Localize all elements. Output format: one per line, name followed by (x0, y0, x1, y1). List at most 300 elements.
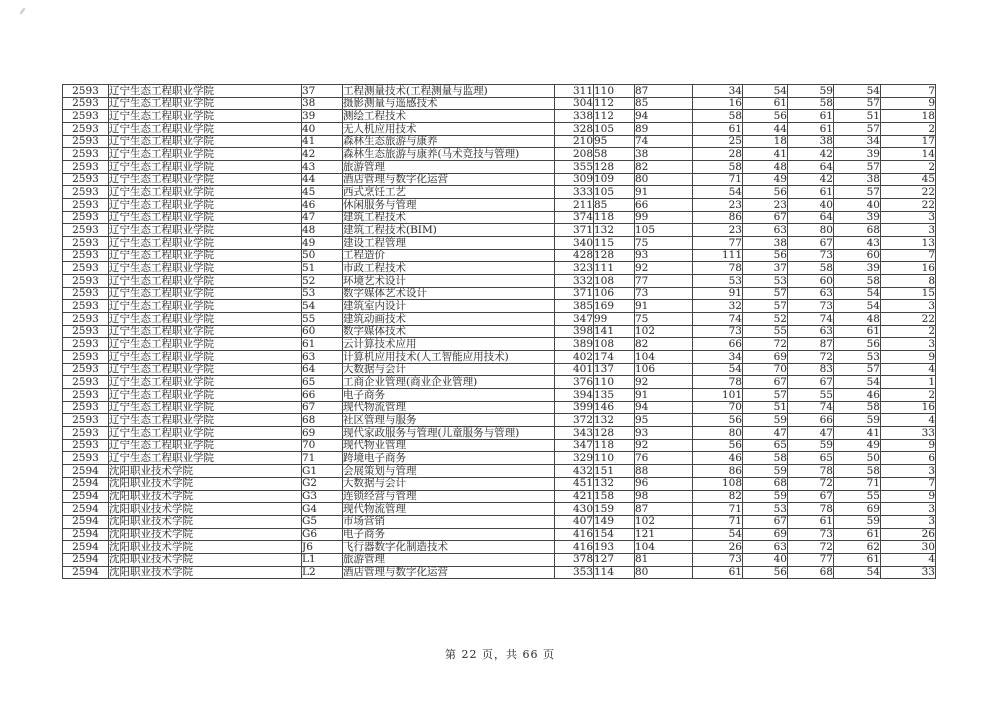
score-cell: 72 (743, 338, 788, 351)
school-name-cell: 辽宁生态工程职业学院 (109, 262, 302, 275)
major-code-cell: 39 (302, 110, 343, 123)
table-row (63, 325, 936, 338)
page-number-footer: 第 22 页，共 66 页 (445, 648, 555, 661)
score-cell: 40 (743, 553, 788, 566)
score-cell: 329 (555, 452, 594, 465)
score-cell: 115 (594, 237, 635, 250)
score-cell: 22 (881, 313, 936, 326)
score-cell: 61 (743, 97, 788, 110)
table-row (63, 389, 936, 402)
major-code-cell: 55 (302, 313, 343, 326)
score-cell: 111 (594, 262, 635, 275)
table-row (63, 427, 936, 440)
table-row (63, 401, 936, 414)
major-name-cell: 电子商务 (343, 528, 555, 541)
score-cell: 26 (693, 541, 743, 554)
major-name-cell: 跨境电子商务 (343, 452, 555, 465)
score-cell: 353 (555, 566, 594, 579)
school-code-cell: 2594 (63, 515, 109, 528)
major-name-cell: 无人机应用技术 (343, 123, 555, 136)
score-cell: 112 (594, 97, 635, 110)
score-cell: 16 (881, 401, 936, 414)
school-code-cell: 2593 (63, 173, 109, 186)
score-cell: 95 (594, 135, 635, 148)
major-name-cell: 休闲服务与管理 (343, 199, 555, 212)
school-name-cell: 辽宁生态工程职业学院 (109, 148, 302, 161)
score-cell: 323 (555, 262, 594, 275)
score-cell: 332 (555, 275, 594, 288)
score-cell: 67 (788, 490, 834, 503)
score-cell: 51 (743, 401, 788, 414)
school-code-cell: 2593 (63, 313, 109, 326)
school-code-cell: 2594 (63, 490, 109, 503)
score-cell: 95 (635, 414, 693, 427)
major-code-cell: G6 (302, 528, 343, 541)
score-cell: 340 (555, 237, 594, 250)
table-row (63, 490, 936, 503)
score-cell: 74 (788, 313, 834, 326)
school-code-cell: 2593 (63, 287, 109, 300)
school-name-cell: 辽宁生态工程职业学院 (109, 401, 302, 414)
major-code-cell: 64 (302, 363, 343, 376)
school-name-cell: 辽宁生态工程职业学院 (109, 300, 302, 313)
score-cell: 22 (881, 186, 936, 199)
school-code-cell: 2593 (63, 401, 109, 414)
score-cell: 18 (881, 110, 936, 123)
table-row (63, 541, 936, 554)
score-cell: 93 (635, 249, 693, 262)
score-cell: 110 (594, 452, 635, 465)
major-name-cell: 现代家政服务与管理(儿童服务与管理) (343, 427, 555, 440)
score-cell: 40 (788, 199, 834, 212)
score-cell: 193 (594, 541, 635, 554)
score-cell: 355 (555, 161, 594, 174)
score-cell: 108 (693, 477, 743, 490)
school-name-cell: 辽宁生态工程职业学院 (109, 186, 302, 199)
score-cell: 57 (834, 186, 881, 199)
score-cell: 13 (881, 237, 936, 250)
score-cell: 34 (693, 85, 743, 98)
score-cell: 22 (881, 199, 936, 212)
school-name-cell: 沈阳职业技术学院 (109, 528, 302, 541)
score-cell: 46 (834, 389, 881, 402)
score-cell: 338 (555, 110, 594, 123)
score-cell: 83 (788, 363, 834, 376)
score-cell: 69 (834, 503, 881, 516)
score-cell: 91 (635, 300, 693, 313)
major-code-cell: 53 (302, 287, 343, 300)
score-cell: 42 (788, 173, 834, 186)
table-row (63, 313, 936, 326)
score-cell: 41 (743, 148, 788, 161)
score-cell: 57 (834, 97, 881, 110)
score-cell: 77 (693, 237, 743, 250)
score-cell: 7 (881, 249, 936, 262)
table-row (63, 186, 936, 199)
score-cell: 347 (555, 439, 594, 452)
score-cell: 68 (834, 224, 881, 237)
score-cell: 304 (555, 97, 594, 110)
score-cell: 78 (693, 376, 743, 389)
major-code-cell: 65 (302, 376, 343, 389)
score-cell: 56 (693, 439, 743, 452)
major-name-cell: 建筑工程技术(BIM) (343, 224, 555, 237)
major-name-cell: 摄影测量与遥感技术 (343, 97, 555, 110)
score-cell: 58 (693, 161, 743, 174)
score-cell: 78 (693, 262, 743, 275)
score-cell: 61 (693, 566, 743, 579)
score-cell: 3 (881, 300, 936, 313)
score-cell: 80 (693, 427, 743, 440)
score-cell: 421 (555, 490, 594, 503)
score-cell: 59 (834, 414, 881, 427)
score-cell: 94 (635, 401, 693, 414)
score-cell: 46 (693, 452, 743, 465)
score-cell: 32 (693, 300, 743, 313)
score-cell: 56 (743, 566, 788, 579)
school-code-cell: 2593 (63, 85, 109, 98)
score-cell: 16 (881, 262, 936, 275)
score-cell: 14 (881, 148, 936, 161)
score-cell: 3 (881, 338, 936, 351)
score-cell: 398 (555, 325, 594, 338)
score-cell: 128 (594, 161, 635, 174)
major-code-cell: 40 (302, 123, 343, 136)
score-cell: 70 (743, 363, 788, 376)
school-code-cell: 2594 (63, 541, 109, 554)
score-cell: 59 (788, 439, 834, 452)
major-code-cell: G2 (302, 477, 343, 490)
major-code-cell: 45 (302, 186, 343, 199)
score-cell: 105 (635, 224, 693, 237)
table-row (63, 173, 936, 186)
major-name-cell: 建设工程管理 (343, 237, 555, 250)
score-cell: 3 (881, 515, 936, 528)
major-name-cell: 市政工程技术 (343, 262, 555, 275)
score-cell: 49 (743, 173, 788, 186)
score-cell: 376 (555, 376, 594, 389)
school-name-cell: 辽宁生态工程职业学院 (109, 199, 302, 212)
score-cell: 67 (788, 376, 834, 389)
table-row (63, 528, 936, 541)
score-cell: 56 (743, 186, 788, 199)
score-cell: 33 (881, 427, 936, 440)
school-name-cell: 辽宁生态工程职业学院 (109, 452, 302, 465)
score-cell: 38 (635, 148, 693, 161)
score-cell: 73 (788, 249, 834, 262)
score-cell: 65 (788, 452, 834, 465)
score-cell: 105 (594, 186, 635, 199)
score-cell: 432 (555, 465, 594, 478)
score-cell: 2 (881, 325, 936, 338)
score-cell: 34 (834, 135, 881, 148)
major-code-cell: 66 (302, 389, 343, 402)
school-code-cell: 2593 (63, 351, 109, 364)
score-cell: 30 (881, 541, 936, 554)
table-row (63, 123, 936, 136)
major-name-cell: 数字媒体艺术设计 (343, 287, 555, 300)
table-row (63, 363, 936, 376)
major-name-cell: 森林生态旅游与康养 (343, 135, 555, 148)
major-code-cell: 38 (302, 97, 343, 110)
score-cell: 96 (635, 477, 693, 490)
score-cell: 89 (635, 123, 693, 136)
score-cell: 407 (555, 515, 594, 528)
major-name-cell: 西式烹饪工艺 (343, 186, 555, 199)
score-cell: 151 (594, 465, 635, 478)
school-code-cell: 2593 (63, 249, 109, 262)
score-cell: 59 (743, 465, 788, 478)
score-cell: 69 (743, 528, 788, 541)
table-row (63, 249, 936, 262)
score-cell: 91 (635, 389, 693, 402)
school-code-cell: 2593 (63, 389, 109, 402)
score-cell: 91 (693, 287, 743, 300)
score-cell: 99 (594, 313, 635, 326)
score-cell: 4 (881, 363, 936, 376)
score-cell: 77 (635, 275, 693, 288)
score-table-body (63, 85, 936, 579)
score-cell: 73 (788, 528, 834, 541)
score-cell: 54 (834, 376, 881, 389)
score-cell: 389 (555, 338, 594, 351)
score-cell: 73 (693, 553, 743, 566)
score-cell: 128 (594, 249, 635, 262)
score-cell: 208 (555, 148, 594, 161)
school-name-cell: 沈阳职业技术学院 (109, 553, 302, 566)
score-cell: 86 (693, 465, 743, 478)
major-code-cell: 49 (302, 237, 343, 250)
score-cell: 59 (788, 85, 834, 98)
score-cell: 81 (635, 553, 693, 566)
score-cell: 48 (834, 313, 881, 326)
school-name-cell: 辽宁生态工程职业学院 (109, 123, 302, 136)
score-cell: 132 (594, 224, 635, 237)
score-cell: 371 (555, 224, 594, 237)
score-cell: 60 (788, 275, 834, 288)
score-cell: 7 (881, 85, 936, 98)
score-cell: 92 (635, 262, 693, 275)
table-row (63, 376, 936, 389)
score-cell: 61 (788, 110, 834, 123)
score-cell: 67 (743, 376, 788, 389)
score-cell: 98 (635, 490, 693, 503)
major-name-cell: 旅游管理 (343, 553, 555, 566)
score-cell: 4 (881, 553, 936, 566)
score-cell: 28 (693, 148, 743, 161)
score-cell: 39 (834, 262, 881, 275)
school-code-cell: 2594 (63, 465, 109, 478)
score-cell: 2 (881, 161, 936, 174)
score-cell: 53 (743, 503, 788, 516)
major-code-cell: G3 (302, 490, 343, 503)
major-name-cell: 会展策划与管理 (343, 465, 555, 478)
score-cell: 159 (594, 503, 635, 516)
score-cell: 127 (594, 553, 635, 566)
school-name-cell: 辽宁生态工程职业学院 (109, 439, 302, 452)
major-code-cell: 48 (302, 224, 343, 237)
score-cell: 371 (555, 287, 594, 300)
score-cell: 74 (693, 313, 743, 326)
school-name-cell: 辽宁生态工程职业学院 (109, 173, 302, 186)
score-cell: 2 (881, 389, 936, 402)
score-cell: 54 (834, 85, 881, 98)
school-code-cell: 2593 (63, 237, 109, 250)
table-row (63, 452, 936, 465)
score-cell: 23 (743, 199, 788, 212)
score-cell: 91 (635, 186, 693, 199)
school-name-cell: 辽宁生态工程职业学院 (109, 97, 302, 110)
score-cell: 78 (788, 465, 834, 478)
school-name-cell: 沈阳职业技术学院 (109, 503, 302, 516)
score-cell: 114 (594, 566, 635, 579)
score-cell: 58 (788, 97, 834, 110)
score-cell: 76 (635, 452, 693, 465)
major-name-cell: 工商企业管理(商业企业管理) (343, 376, 555, 389)
score-cell: 67 (743, 211, 788, 224)
score-cell: 23 (693, 199, 743, 212)
score-cell: 53 (834, 351, 881, 364)
school-name-cell: 辽宁生态工程职业学院 (109, 287, 302, 300)
score-cell: 25 (693, 135, 743, 148)
score-cell: 60 (834, 249, 881, 262)
school-code-cell: 2593 (63, 97, 109, 110)
score-cell: 343 (555, 427, 594, 440)
major-code-cell: L2 (302, 566, 343, 579)
table-row (63, 85, 936, 98)
major-name-cell: 现代物流管理 (343, 401, 555, 414)
score-cell: 37 (743, 262, 788, 275)
score-cell: 53 (693, 275, 743, 288)
score-cell: 38 (743, 237, 788, 250)
school-code-cell: 2593 (63, 300, 109, 313)
score-cell: 63 (788, 325, 834, 338)
score-cell: 118 (594, 439, 635, 452)
school-name-cell: 辽宁生态工程职业学院 (109, 249, 302, 262)
school-name-cell: 辽宁生态工程职业学院 (109, 313, 302, 326)
score-cell: 154 (594, 528, 635, 541)
table-row (63, 515, 936, 528)
table-row (63, 465, 936, 478)
score-cell: 40 (834, 199, 881, 212)
major-name-cell: 云计算技术应用 (343, 338, 555, 351)
major-code-cell: 61 (302, 338, 343, 351)
score-cell: 68 (743, 477, 788, 490)
score-cell: 61 (788, 515, 834, 528)
score-cell: 17 (881, 135, 936, 148)
score-cell: 4 (881, 414, 936, 427)
major-name-cell: 现代物流管理 (343, 503, 555, 516)
score-cell: 62 (834, 541, 881, 554)
score-cell: 111 (693, 249, 743, 262)
score-cell: 56 (834, 338, 881, 351)
major-name-cell: 大数据与会计 (343, 477, 555, 490)
score-cell: 66 (693, 338, 743, 351)
score-cell: 61 (788, 123, 834, 136)
score-cell: 39 (834, 148, 881, 161)
table-row (63, 338, 936, 351)
score-cell: 428 (555, 249, 594, 262)
table-row (63, 148, 936, 161)
score-cell: 63 (743, 224, 788, 237)
scan-smudge-artifact (20, 8, 30, 18)
score-cell: 132 (594, 414, 635, 427)
score-cell: 66 (788, 414, 834, 427)
score-cell: 57 (743, 300, 788, 313)
score-cell: 18 (743, 135, 788, 148)
score-cell: 58 (594, 148, 635, 161)
score-cell: 87 (635, 503, 693, 516)
major-code-cell: 60 (302, 325, 343, 338)
major-name-cell: 市场营销 (343, 515, 555, 528)
score-cell: 45 (881, 173, 936, 186)
school-code-cell: 2593 (63, 452, 109, 465)
score-cell: 8 (881, 275, 936, 288)
score-cell: 48 (743, 161, 788, 174)
score-cell: 3 (881, 224, 936, 237)
score-cell: 61 (788, 186, 834, 199)
major-name-cell: 建筑室内设计 (343, 300, 555, 313)
major-name-cell: 现代物业管理 (343, 439, 555, 452)
school-code-cell: 2593 (63, 363, 109, 376)
score-cell: 104 (635, 351, 693, 364)
major-code-cell: 63 (302, 351, 343, 364)
major-code-cell: 69 (302, 427, 343, 440)
table-row (63, 275, 936, 288)
major-code-cell: 44 (302, 173, 343, 186)
school-code-cell: 2593 (63, 123, 109, 136)
score-cell: 9 (881, 439, 936, 452)
school-code-cell: 2593 (63, 325, 109, 338)
score-cell: 101 (693, 389, 743, 402)
school-name-cell: 沈阳职业技术学院 (109, 515, 302, 528)
score-cell: 33 (881, 566, 936, 579)
score-cell: 26 (881, 528, 936, 541)
score-cell: 61 (834, 553, 881, 566)
table-row (63, 287, 936, 300)
major-code-cell: 70 (302, 439, 343, 452)
score-cell: 174 (594, 351, 635, 364)
score-cell: 3 (881, 503, 936, 516)
score-cell: 106 (635, 363, 693, 376)
score-cell: 47 (743, 427, 788, 440)
score-cell: 54 (693, 363, 743, 376)
score-cell: 430 (555, 503, 594, 516)
score-cell: 58 (834, 401, 881, 414)
score-cell: 1 (881, 376, 936, 389)
score-cell: 99 (635, 211, 693, 224)
table-row (63, 237, 936, 250)
major-code-cell: 54 (302, 300, 343, 313)
major-code-cell: 52 (302, 275, 343, 288)
score-cell: 53 (743, 275, 788, 288)
score-cell: 43 (834, 237, 881, 250)
school-name-cell: 辽宁生态工程职业学院 (109, 376, 302, 389)
score-cell: 38 (834, 173, 881, 186)
school-name-cell: 辽宁生态工程职业学院 (109, 351, 302, 364)
score-cell: 61 (693, 123, 743, 136)
major-code-cell: 42 (302, 148, 343, 161)
score-cell: 3 (881, 465, 936, 478)
score-cell: 87 (788, 338, 834, 351)
school-name-cell: 辽宁生态工程职业学院 (109, 389, 302, 402)
school-code-cell: 2593 (63, 161, 109, 174)
score-cell: 401 (555, 363, 594, 376)
score-cell: 328 (555, 123, 594, 136)
score-cell: 55 (788, 389, 834, 402)
major-name-cell: 飞行器数字化制造技术 (343, 541, 555, 554)
score-cell: 118 (594, 211, 635, 224)
